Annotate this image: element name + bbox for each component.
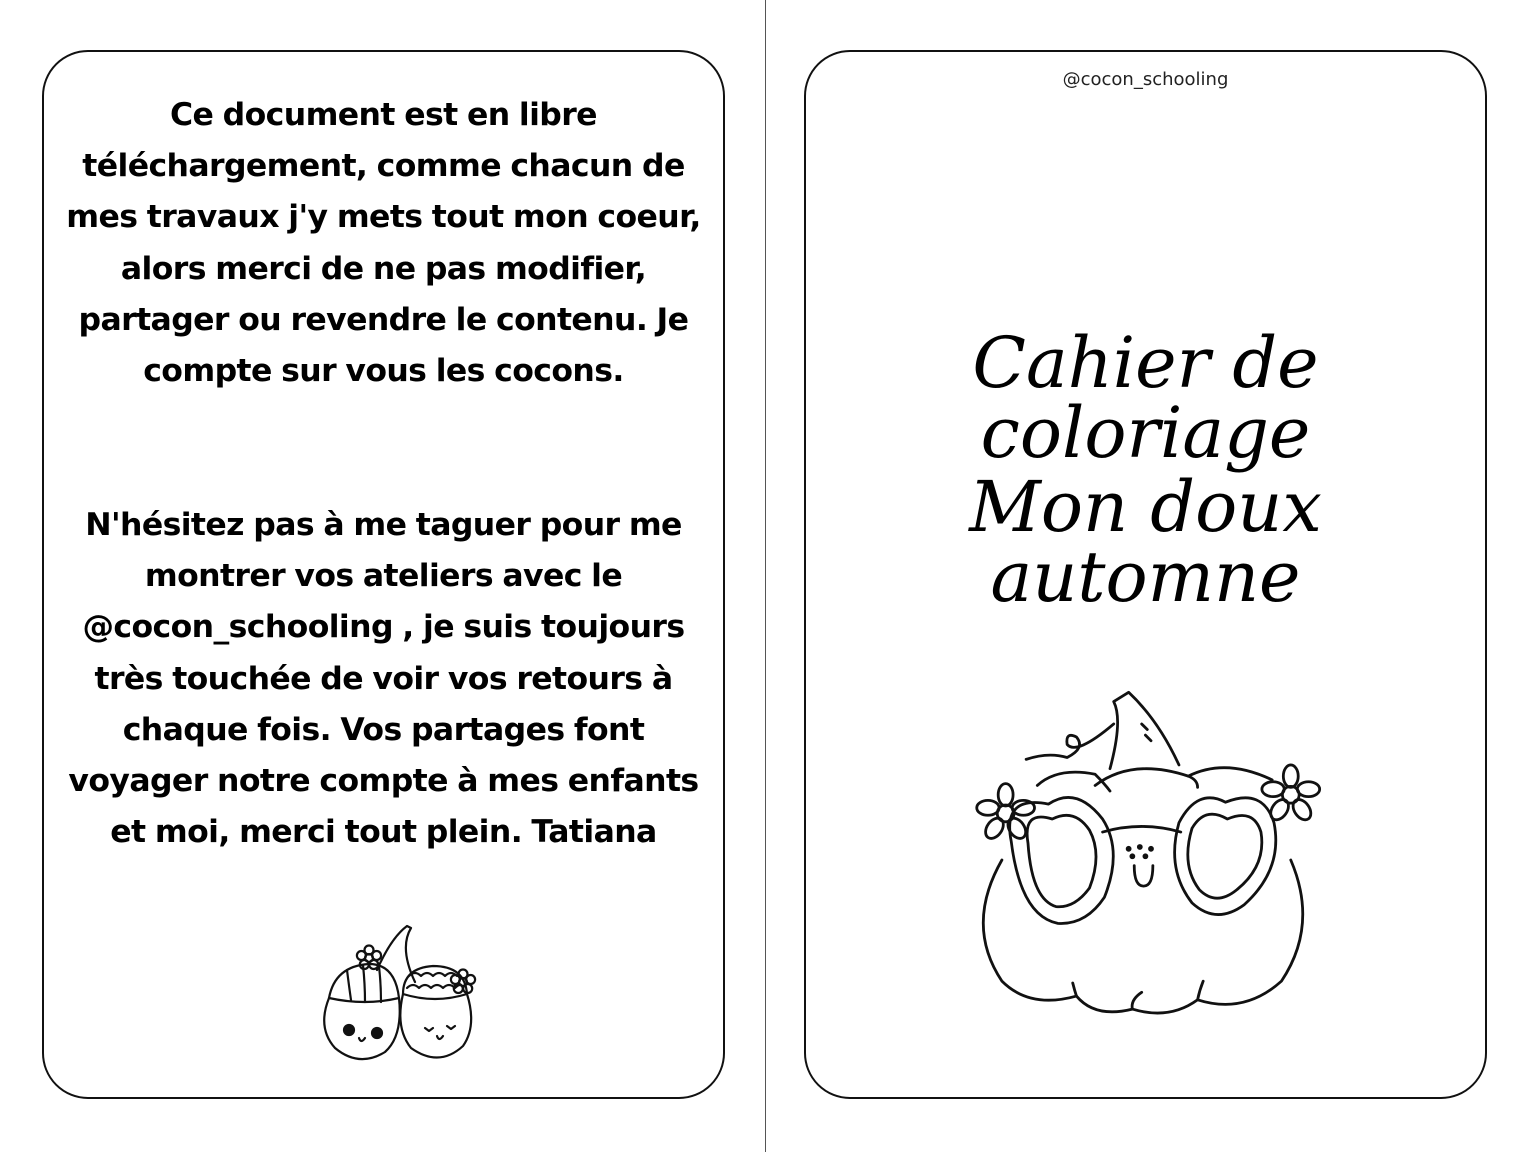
right-page-card — [804, 50, 1487, 1099]
page-divider — [765, 0, 766, 1152]
tag-us-paragraph: N'hésitez pas à me taguer pour me montrer vos ateliers avec le @cocon_schooling , je suis toujours très touchée de voir vos retours à chaque fois. Vos partages font voyager notre compte à mes enfants et moi, merci tout plein. Tatiana — [68, 507, 699, 851]
license-paragraph: Ce document est en libre téléchargement, comme chacun de mes travaux j'y mets tout mon coeur, alors merci de ne pas modifier, partager ou revendre le contenu. Je compte sur vous les cocons. — [66, 97, 701, 390]
cover-title-line-1: Cahier de coloriage — [972, 322, 1319, 474]
acorn-couple-icon — [299, 918, 479, 1078]
instagram-handle: @cocon_schooling — [1062, 69, 1229, 90]
pumpkin-heart-glasses-icon — [946, 680, 1356, 1040]
left-page-card — [42, 50, 725, 1099]
cover-title-line-2: Mon doux automne — [969, 466, 1322, 618]
